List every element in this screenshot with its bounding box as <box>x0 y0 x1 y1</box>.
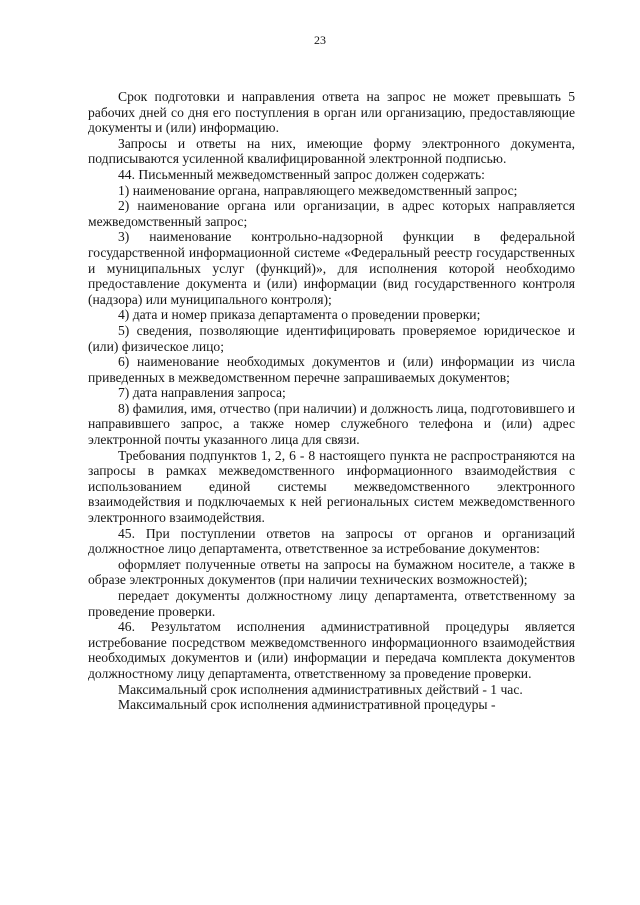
paragraph-response-deadline: Срок подготовки и направления ответа на запрос не может превышать 5 рабочих дней со дня его поступления в орган или организацию, предоставляющие документы и (или) информацию. <box>88 89 575 136</box>
paragraph-transfers-documents: передает документы должностному лицу департамента, ответственному за проведение проверки. <box>88 588 575 619</box>
paragraph-max-time-actions: Максимальный срок исполнения административных действий - 1 час. <box>118 681 523 697</box>
paragraph-item-44: 44. Письменный межведомственный запрос должен содержать: <box>118 166 485 182</box>
paragraph-item-45: 45. При поступлении ответов на запросы от органов и организаций должностное лицо департамента, ответственное за истребование документов: <box>88 525 575 557</box>
list-item-4: 4) дата и номер приказа департамента о проведении проверки; <box>118 307 481 323</box>
paragraph-item-46: 46. Результатом исполнения административной процедуры является истребование посредством межведомственного информационного взаимодействия необходимых документов и (или) информации и передача комплекта документов должностному лицу департамента, ответственному за проведение проверки. <box>88 619 575 681</box>
list-item-8: 8) фамилия, имя, отчество (при наличии) и должность лица, подготовившего и направившего запрос, а также номер служебного телефона и (или) адрес электронной почты указанного лица для связи. <box>88 400 575 448</box>
paragraph-max-time-procedure: Максимальный срок исполнения административной процедуры - <box>118 697 496 713</box>
list-item-2: 2) наименование органа или организации, в адрес которых направляется межведомственный запрос; <box>88 198 575 229</box>
list-item-6: 6) наименование необходимых документов и (или) информации из числа приведенных в межведомственном перечне запрашиваемых документов; <box>88 354 575 385</box>
paragraph-formalizes-responses: оформляет полученные ответы на запросы на бумажном носителе, а также в образе электронных документов (при наличии технических возможностей); <box>88 556 575 588</box>
paragraph-electronic-signature: Запросы и ответы на них, имеющие форму электронного документа, подписываются усиленной квалифицированной электронной подписью. <box>88 135 575 167</box>
document-body <box>88 89 575 713</box>
paragraph-requirements-exception: Требования подпунктов 1, 2, 6 - 8 настоящего пункта не распространяются на запросы в рамках межведомственного информационного взаимодействия с использованием единой системы межведомственного электронного взаимодействия и подключаемых к ней региональных систем межведомственного электронного взаимодействия. <box>88 447 575 526</box>
list-item-1: 1) наименование органа, направляющего межведомственный запрос; <box>118 182 518 198</box>
list-item-7: 7) дата направления запроса; <box>118 385 286 401</box>
list-item-5: 5) сведения, позволяющие идентифицировать проверяемое юридическое и (или) физическое лицо; <box>88 322 575 354</box>
page-number: 23 <box>314 33 326 47</box>
list-item-3: 3) наименование контрольно-надзорной функции в федеральной государственной информационной системе «Федеральный реестр государственных и муниципальных услуг (функций)», для исполнения которой необходимо предоставление документа и (или) информации (вид государственного контроля (надзора) или муниципального контроля); <box>88 229 575 307</box>
